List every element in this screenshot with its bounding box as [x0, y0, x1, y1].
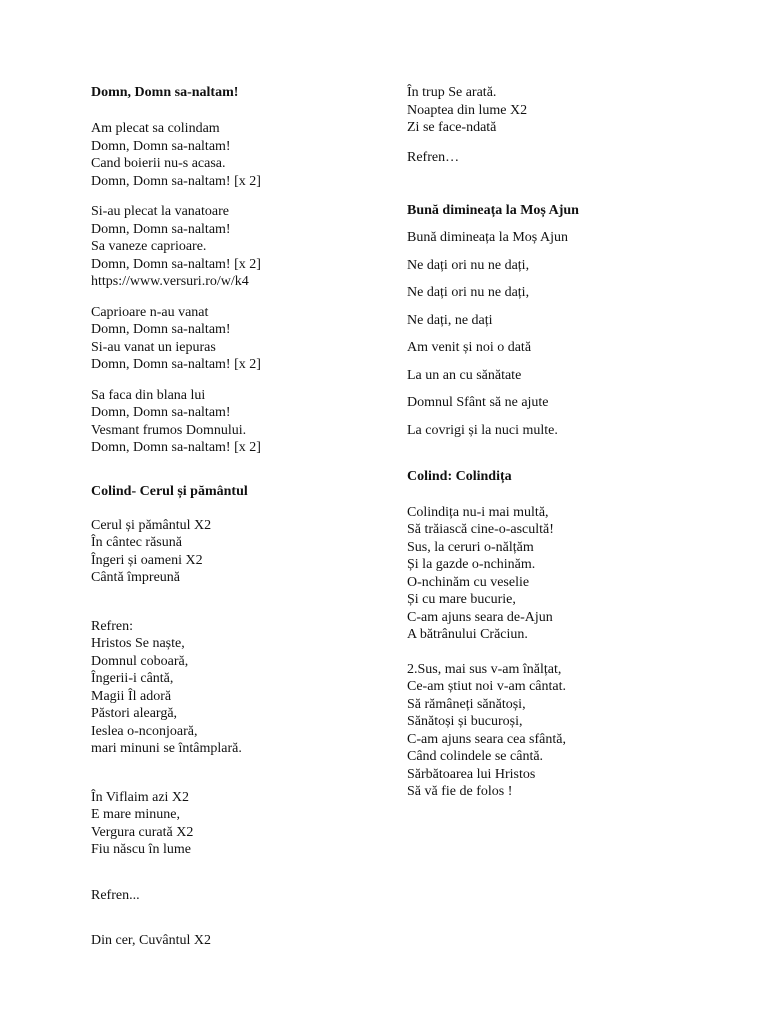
lyric-line: Magii Îl adoră — [91, 688, 172, 704]
lyric-line: Ieslea o-nconjoară, — [91, 723, 198, 739]
lyric-line: În trup Se arată. — [407, 85, 497, 100]
song-title: Colind- Cerul și pământul — [91, 483, 248, 499]
stanza — [407, 149, 707, 167]
lyric-line: Sa vaneze caprioare. — [91, 239, 207, 254]
stanza — [91, 887, 381, 905]
stanza — [91, 517, 381, 587]
lyric-line: Refren: — [91, 618, 133, 634]
lyric-line: Domn, Domn sa-naltam! — [91, 221, 231, 237]
lyric-line: Zi se face-ndată — [407, 120, 497, 135]
stanza — [407, 504, 707, 644]
lyric-line: Noaptea din lume X2 — [407, 102, 528, 118]
lyric-line: Fiu născu în lume — [91, 842, 191, 857]
lyric-line: Îngeri și oameni X2 — [91, 552, 203, 568]
lyric-line: Si-au vanat un iepuras — [91, 339, 216, 355]
lyric-line: Domnul coboară, — [91, 653, 189, 669]
lyric-line: Sa faca din blana lui — [91, 387, 206, 403]
lyric-line: Sănătoși și bucuroși, — [407, 714, 523, 729]
lyric-line: O-nchinăm cu veselie — [407, 574, 530, 590]
lyric-line: Refren... — [91, 887, 140, 903]
lyric-line: Din cer, Cuvântul X2 — [91, 933, 211, 948]
lyric-line: Să trăiască cine-o-ascultă! — [407, 522, 554, 537]
lyric-line: Păstori aleargă, — [91, 706, 178, 721]
lyric-line: Ce-am știut noi v-am cântat. — [407, 679, 567, 694]
song-title: Colind: Colindița — [407, 468, 512, 484]
lyric-line: Bună dimineața la Moș Ajun — [407, 230, 568, 245]
lyric-line: Am plecat sa colindam — [91, 121, 220, 136]
lyric-line: Să vă fie de folos ! — [407, 784, 513, 799]
lyric-line: 2.Sus, mai sus v-am înălțat, — [407, 661, 562, 677]
lyric-line: Sărbătoarea lui Hristos — [407, 766, 536, 782]
stanza — [407, 84, 707, 137]
lyric-line: Ne dați ori nu ne dați, — [407, 257, 530, 273]
lyric-line: E mare minune, — [91, 807, 181, 822]
lyric-line: A bătrânului Crăciun. — [407, 627, 528, 642]
lyric-line: Domn, Domn sa-naltam! — [91, 138, 231, 154]
lyric-line: Să rămâneți sănătoși, — [407, 696, 526, 712]
lyric-line: C-am ajuns seara cea sfântă, — [407, 731, 566, 747]
chorus — [91, 618, 381, 758]
source-link[interactable]: https://www.versuri.ro/w/k4 — [91, 274, 249, 289]
lyric-line: Cand boierii nu-s acasa. — [91, 156, 226, 171]
lyric-line: Domn, Domn sa-naltam! [x 2] — [91, 173, 261, 189]
lyric-line: Și la gazde o-nchinăm. — [407, 557, 536, 572]
lyric-line: Domn, Domn sa-naltam! — [91, 322, 231, 337]
lyric-line: Domn, Domn sa-naltam! — [91, 405, 231, 420]
lyric-line: Cântă împreună — [91, 570, 181, 585]
stanza — [91, 304, 381, 374]
lyric-line: În cântec răsună — [91, 535, 182, 550]
right-column — [407, 84, 707, 801]
lyric-line: Hristos Se naște, — [91, 636, 185, 651]
lyric-line: Ne dați, ne dați — [407, 312, 493, 328]
stanza — [91, 120, 381, 190]
lyric-line: mari minuni se întâmplară. — [91, 741, 242, 756]
lyric-line: Refren… — [407, 149, 460, 165]
lyric-line: Când colindele se cântă. — [407, 749, 544, 764]
lyric-line: La un an cu sănătate — [407, 367, 522, 383]
lyric-line: Sus, la ceruri o-nălțăm — [407, 539, 534, 555]
lyric-line: Domn, Domn sa-naltam! [x 2] — [91, 256, 261, 272]
lyric-line: Îngerii-i cântă, — [91, 671, 174, 686]
lyric-line: Vesmant frumos Domnului. — [91, 422, 247, 438]
lyric-line: Ne dați ori nu ne dați, — [407, 285, 530, 300]
lyric-line: Și cu mare bucurie, — [407, 592, 516, 607]
lyric-line: La covrigi și la nuci multe. — [407, 422, 558, 438]
lyric-line: C-am ajuns seara de-Ajun — [407, 609, 553, 625]
lyrics-block — [407, 229, 707, 440]
stanza — [407, 661, 707, 801]
lyric-line: Cerul și pământul X2 — [91, 517, 212, 533]
lyric-line: Si-au plecat la vanatoare — [91, 204, 229, 219]
lyric-line: Caprioare n-au vanat — [91, 304, 209, 320]
lyric-line: Domn, Domn sa-naltam! [x 2] — [91, 357, 261, 372]
song-title: Bună dimineața la Moș Ajun — [407, 203, 579, 218]
stanza — [91, 789, 381, 859]
stanza — [91, 932, 381, 950]
lyric-line: În Viflaim azi X2 — [91, 789, 190, 805]
stanza — [91, 203, 381, 291]
song-title: Domn, Domn sa-naltam! — [91, 85, 239, 100]
lyric-line: Colindița nu-i mai multă, — [407, 504, 549, 520]
lyric-line: Am venit și noi o dată — [407, 340, 532, 355]
lyric-line: Domnul Sfânt să ne ajute — [407, 395, 549, 410]
left-column — [91, 84, 381, 950]
lyric-line: Vergura curată X2 — [91, 824, 194, 840]
stanza — [91, 387, 381, 457]
lyric-line: Domn, Domn sa-naltam! [x 2] — [91, 440, 261, 455]
